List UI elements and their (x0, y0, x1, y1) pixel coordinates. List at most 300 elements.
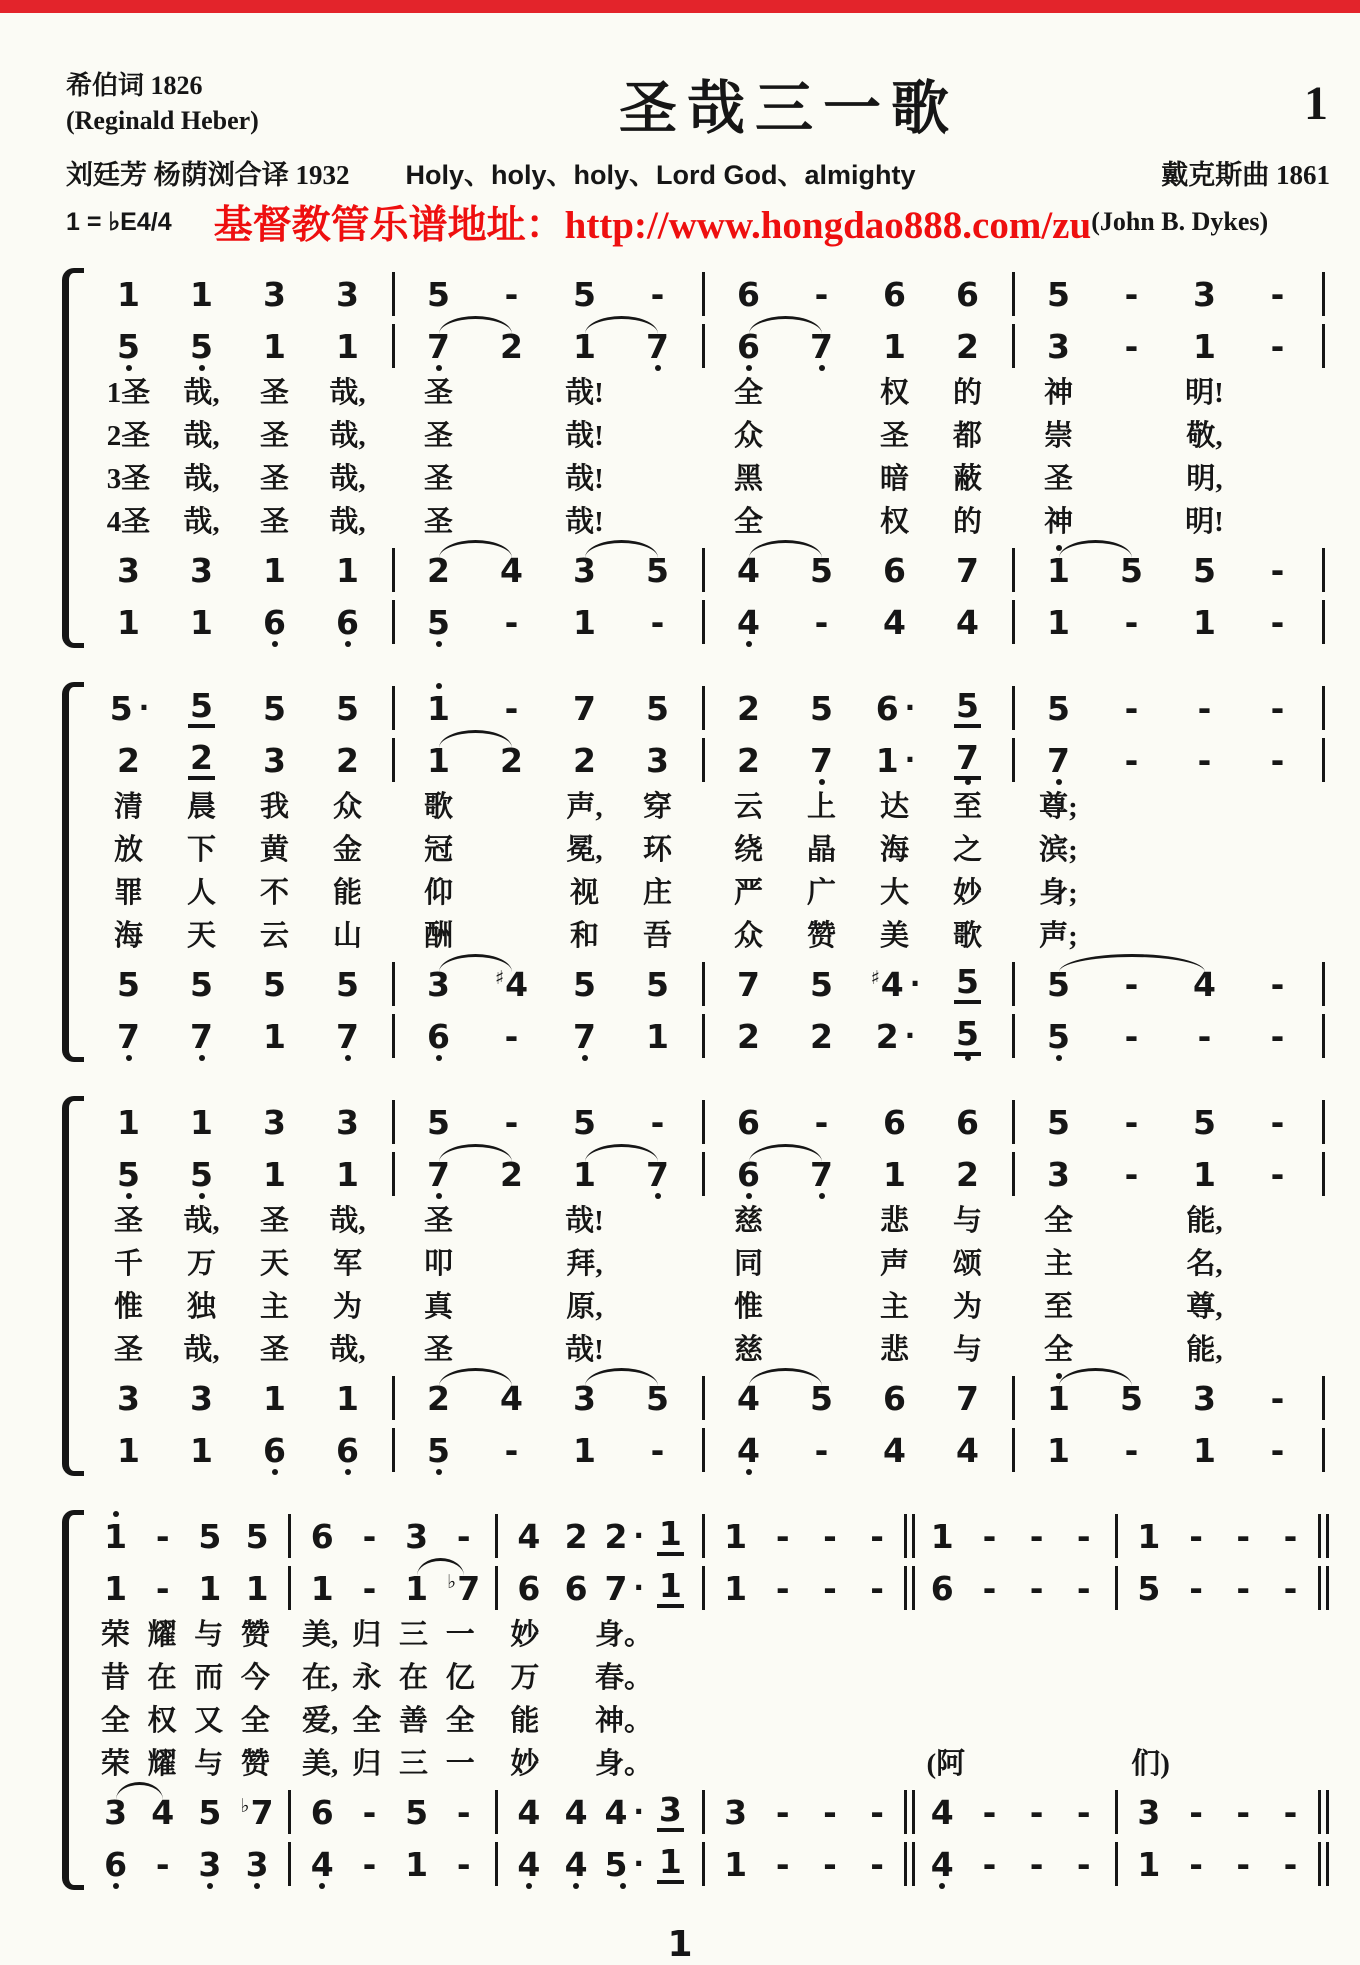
note: - (1189, 1844, 1203, 1884)
lyric-syllable: 赞 (240, 1619, 270, 1651)
octave-dot-low (113, 1883, 119, 1889)
note: - (1124, 688, 1139, 728)
note: 2 (564, 1516, 588, 1556)
augmentation-dot: · (633, 1847, 645, 1880)
barline (384, 682, 402, 734)
lyric-syllable: 歌 (952, 920, 982, 952)
note: - (456, 1792, 471, 1832)
note: - (1124, 326, 1139, 366)
note: 1 (883, 326, 906, 366)
note: 1 (1193, 1430, 1216, 1470)
note: 5 (810, 1378, 833, 1418)
lyric-syllable: 哉, (329, 463, 366, 495)
octave-dot-low (126, 1193, 132, 1199)
note: 4 (500, 1378, 523, 1418)
note: 7 (573, 688, 596, 728)
note: 1 (336, 1154, 359, 1194)
note: 1 (117, 274, 140, 314)
barline (1004, 320, 1022, 372)
octave-dot-low (345, 1469, 351, 1475)
note: 4 (500, 550, 523, 590)
octave-dot-low (526, 1883, 532, 1889)
note: 6 (737, 1102, 760, 1142)
barline (384, 958, 402, 1010)
lyric-syllable: 暗 (879, 463, 909, 495)
lyric-syllable: 的 (952, 506, 982, 538)
lyric-syllable: 海 (113, 920, 143, 952)
note: 1 (1022, 1372, 1095, 1424)
octave-dot-low (655, 1193, 661, 1199)
lyric-syllable: 声 (879, 1248, 909, 1280)
note: - (1283, 1516, 1298, 1556)
lyric-syllable: 悲 (879, 1334, 909, 1366)
composer-name-en: (John B. Dykes) (1091, 207, 1269, 236)
voice-row-soprano (92, 268, 1332, 320)
lyric-syllable: 全 (240, 1705, 270, 1737)
translator-line: 刘廷芳 杨荫浏合译 1932 (66, 160, 350, 190)
barline (1314, 958, 1332, 1010)
lyric-syllable: 悲 (879, 1205, 909, 1237)
note: - (982, 1568, 997, 1608)
lyric-syllable: 与 (194, 1619, 224, 1651)
note: 2 (336, 740, 359, 780)
note: 6 (238, 1424, 311, 1476)
note: 6 (311, 596, 384, 648)
lyric-syllable: 赞 (806, 920, 836, 952)
note: 5 (1193, 1102, 1216, 1142)
system-body (92, 1510, 1332, 1890)
note: 3 (263, 740, 286, 780)
note: 7 (737, 964, 760, 1004)
note: 5 (931, 682, 1004, 734)
note: 4 (930, 1792, 954, 1832)
lyric-syllable: 人 (186, 877, 216, 909)
note: 2 (402, 1372, 475, 1424)
lyric-syllable: 尊, (1186, 1291, 1223, 1323)
note: 5 (1120, 550, 1143, 590)
note: 1 (647, 1510, 694, 1562)
lyric-syllable: 天 (259, 1248, 289, 1280)
note: - (1270, 326, 1285, 366)
note: 6 (883, 274, 906, 314)
note: 3 (263, 274, 286, 314)
lyric-syllable: 至 (952, 791, 982, 823)
note: 3 (1193, 1378, 1216, 1418)
lyric-syllable: 三 (399, 1619, 429, 1651)
voice-row-alto (92, 320, 1332, 372)
note: - (870, 1568, 884, 1608)
octave-dot-low (573, 1883, 579, 1889)
note: 4 (517, 1516, 541, 1556)
barline (1314, 596, 1332, 648)
key-signature: 1 = ♭E4/4 (66, 208, 172, 236)
note: 1 (1137, 1516, 1161, 1556)
note: 1 (1047, 1430, 1070, 1470)
note: 4 (883, 1430, 906, 1470)
note: 6 (956, 1102, 979, 1142)
note: 6 (712, 1148, 785, 1200)
note: 1 (117, 1430, 140, 1470)
lyric-syllable: 和 (569, 920, 599, 952)
lyric-syllable: 一 (445, 1619, 475, 1651)
augmentation-dot: · (633, 1795, 645, 1828)
note: 5 (165, 320, 238, 372)
system-bracket (62, 682, 84, 1062)
note: 4 · (604, 1792, 645, 1832)
note: 1 (1193, 1154, 1216, 1194)
lyric-syllable: 众 (733, 420, 763, 452)
note: ♯4 · (870, 964, 921, 1004)
lyric-syllable: 哉, (183, 1334, 220, 1366)
octave-dot-low (746, 1469, 752, 1475)
lyric-syllable: 爱, (301, 1705, 339, 1737)
note: - (1283, 1568, 1298, 1608)
barline (487, 1562, 505, 1614)
lyric-syllable: 今 (240, 1662, 270, 1694)
lyric-syllable: 庄 (642, 877, 672, 909)
note: 1 (245, 1568, 269, 1608)
note: 1 (190, 602, 213, 642)
note: - (775, 1792, 790, 1832)
octave-dot-low (746, 1193, 752, 1199)
note: - (650, 1102, 665, 1142)
note: 3 (263, 1102, 286, 1142)
note: 5 (1137, 1568, 1161, 1608)
note: - (362, 1516, 377, 1556)
lyric-syllable: 美, (301, 1619, 339, 1651)
note: 2 (117, 740, 140, 780)
lyric-syllable: 哉, (329, 1205, 366, 1237)
voice-row-tenor (92, 1372, 1332, 1424)
note: 1 (190, 274, 213, 314)
double-barline (901, 1838, 919, 1890)
note: 1 (1193, 602, 1216, 642)
note: - (1189, 1516, 1203, 1556)
lyric-syllable: 哉, (183, 377, 220, 409)
octave-dot-low (819, 779, 825, 785)
music-system-2 (0, 682, 1360, 1062)
lyric-syllable: 圣 (113, 1205, 143, 1237)
lyrics-line-2 (92, 1243, 1332, 1286)
note: - (823, 1568, 837, 1608)
note: 4 (712, 1424, 785, 1476)
lyric-syllable: 穿 (642, 791, 672, 823)
note: - (362, 1792, 377, 1832)
lyric-syllable: 圣 (113, 1334, 143, 1366)
voice-row-soprano (92, 1096, 1332, 1148)
note: 2 (500, 1154, 523, 1194)
lyric-syllable: 慈 (733, 1205, 763, 1237)
note: - (870, 1792, 884, 1832)
lyric-syllable: 全 (1043, 1205, 1073, 1237)
lyric-syllable: 而 (194, 1662, 224, 1694)
note: 4 (956, 602, 979, 642)
octave-dot-low (746, 641, 752, 647)
lyric-syllable: 歌 (423, 791, 453, 823)
voice-row-bass (92, 596, 1332, 648)
note: 4 (712, 1372, 785, 1424)
lyric-syllable: 圣 (423, 1205, 453, 1237)
note: 1 (117, 1102, 140, 1142)
lyric-syllable: 达 (879, 791, 909, 823)
lyric-syllable: 哉! (565, 463, 604, 495)
note: 1 (190, 1102, 213, 1142)
barline (1004, 596, 1022, 648)
note: 3 (117, 1378, 140, 1418)
note: 5 (92, 320, 165, 372)
double-barline (1314, 1786, 1332, 1838)
barline (384, 268, 402, 320)
note: 7 (311, 1010, 384, 1062)
note: 3 (336, 1102, 359, 1142)
lyric-syllable: 圣 (259, 1205, 289, 1237)
lyric-syllable: 哉, (183, 1205, 220, 1237)
note: 1 (724, 1844, 748, 1884)
lyric-syllable: 上 (806, 791, 836, 823)
note: - (1124, 1154, 1139, 1194)
lyric-syllable: 哉, (183, 420, 220, 452)
octave-dot-low (199, 365, 205, 371)
lyric-syllable: 我 (259, 791, 289, 823)
system-bracket (62, 268, 84, 648)
note: 5 (402, 596, 475, 648)
note: - (982, 1844, 997, 1884)
note: - (1029, 1792, 1044, 1832)
note: 1 (724, 1568, 748, 1608)
note: 4 (505, 1838, 552, 1890)
barline (1314, 1096, 1332, 1148)
lyric-syllable: 妙 (510, 1619, 540, 1651)
note: - (1029, 1516, 1044, 1556)
note: - (775, 1568, 790, 1608)
note: 1 (646, 1016, 669, 1056)
note: 1 (190, 1430, 213, 1470)
note: - (1124, 1102, 1139, 1142)
note: - (1076, 1568, 1091, 1608)
lyric-syllable: 拜, (566, 1248, 603, 1280)
octave-dot-low (199, 1055, 205, 1061)
barline (1004, 1010, 1022, 1062)
note: 1 (402, 682, 475, 734)
barline (1107, 1562, 1125, 1614)
lyricist-block (66, 68, 386, 138)
voice-row-tenor (92, 958, 1332, 1010)
voice-row-alto (92, 734, 1332, 786)
note: 4 (517, 1792, 541, 1832)
octave-dot-high (1056, 545, 1062, 551)
note: - (1270, 274, 1285, 314)
lyric-syllable: 身。 (594, 1748, 653, 1780)
note: 4 (919, 1838, 966, 1890)
note: 1 (548, 320, 621, 372)
lyric-syllable: 荣 (100, 1619, 130, 1651)
octave-dot-low (939, 1883, 945, 1889)
lyric-syllable: 全 (733, 506, 763, 538)
note: 6 (238, 596, 311, 648)
barline (694, 1562, 712, 1614)
note: 5 (810, 964, 833, 1004)
double-barline (1314, 1838, 1332, 1890)
voice-row-bass (92, 1010, 1332, 1062)
octave-dot-low (345, 641, 351, 647)
lyric-syllable: 大 (879, 877, 909, 909)
barline (487, 1510, 505, 1562)
note: 5 (245, 1516, 269, 1556)
note: 3 (724, 1792, 748, 1832)
lyric-syllable: 声, (566, 791, 603, 823)
lyric-syllable: 神。 (594, 1705, 653, 1737)
voice-row-tenor (92, 544, 1332, 596)
lyric-syllable: 哉! (565, 377, 604, 409)
note: 7 (785, 320, 858, 372)
note: 7 (621, 320, 694, 372)
note: 5 (573, 1102, 596, 1142)
note: 6 (310, 1516, 334, 1556)
note: - (1283, 1844, 1298, 1884)
note: 2 · (875, 1016, 916, 1056)
note: 1 (263, 1016, 286, 1056)
barline (384, 596, 402, 648)
note: 1 (573, 602, 596, 642)
barline (384, 544, 402, 596)
note: 1 (1022, 544, 1095, 596)
note: 7 (165, 1010, 238, 1062)
composer-line: 戴克斯曲 1861 (1161, 160, 1330, 190)
lyric-syllable: 下 (186, 834, 216, 866)
lyric-syllable: 放 (113, 834, 143, 866)
system-body (92, 268, 1332, 648)
lyric-syllable: 4圣 (106, 506, 151, 538)
note: - (504, 1016, 519, 1056)
note: 5 (646, 1378, 669, 1418)
note: - (823, 1844, 837, 1884)
lyric-syllable: 神 (1043, 377, 1073, 409)
note: - (1076, 1844, 1091, 1884)
lyric-syllable: 在 (147, 1662, 177, 1694)
note: 1 (336, 1378, 359, 1418)
lyric-syllable: 耀 (147, 1748, 177, 1780)
note: - (504, 1102, 519, 1142)
barline (384, 1096, 402, 1148)
note: 5 (931, 958, 1004, 1010)
system-bracket (62, 1510, 84, 1890)
lyrics-line-4 (92, 915, 1332, 958)
note: 2 (737, 688, 760, 728)
lyric-syllable: 云 (733, 791, 763, 823)
lyric-syllable: 全 (100, 1705, 130, 1737)
credits-row (0, 153, 1360, 192)
note: 5 (1120, 1378, 1143, 1418)
lyric-syllable: 为 (952, 1291, 982, 1323)
lyric-syllable: 荣 (100, 1748, 130, 1780)
note: - (155, 1516, 170, 1556)
note: - (1124, 602, 1139, 642)
octave-dot-low (436, 1193, 442, 1199)
octave-dot-low (582, 1055, 588, 1061)
barline (1004, 1372, 1022, 1424)
note: - (1076, 1516, 1091, 1556)
lyric-syllable: 耀 (147, 1619, 177, 1651)
octave-dot-high (113, 1511, 119, 1517)
note: 5 (1022, 1010, 1095, 1062)
barline (694, 682, 712, 734)
lyric-syllable: 颂 (952, 1248, 982, 1280)
note: 3 (186, 1838, 233, 1890)
note: 3 (190, 550, 213, 590)
note: 3 (117, 550, 140, 590)
lyric-syllable: 同 (733, 1248, 763, 1280)
system-body (92, 1096, 1332, 1476)
octave-dot-low (620, 1883, 626, 1889)
lyric-syllable: 黑 (733, 463, 763, 495)
note: - (1270, 688, 1285, 728)
note: 1 (263, 1154, 286, 1194)
barline (694, 1786, 712, 1838)
note: 7 (621, 1148, 694, 1200)
barline (1314, 682, 1332, 734)
lyric-syllable: 哉, (329, 506, 366, 538)
lyric-syllable: 妙 (952, 877, 982, 909)
note: 4 (712, 544, 785, 596)
barline (1314, 734, 1332, 786)
note: 1 (647, 1838, 694, 1890)
lyric-syllable: 神 (1043, 506, 1073, 538)
note: 6 (564, 1568, 588, 1608)
lyrics-line-3 (92, 872, 1332, 915)
note: - (504, 1430, 519, 1470)
note: ♯4 (494, 964, 529, 1004)
lyric-syllable: 山 (332, 920, 362, 952)
lyric-syllable: 能 (510, 1705, 540, 1737)
note: 5 (427, 1102, 450, 1142)
lyric-syllable: 圣 (259, 420, 289, 452)
barline (384, 1148, 402, 1200)
lyric-syllable: 昔 (100, 1662, 130, 1694)
note: - (155, 1844, 170, 1884)
lyric-syllable: 蔽 (952, 463, 982, 495)
barline (1107, 1510, 1125, 1562)
lyric-syllable: 全 (445, 1705, 475, 1737)
barline (384, 1010, 402, 1062)
lyric-syllable: 三 (399, 1748, 429, 1780)
note: 7 (92, 1010, 165, 1062)
note: 3 (548, 544, 621, 596)
note: - (814, 602, 829, 642)
note: 1 · (875, 740, 916, 780)
augmentation-dot: · (904, 743, 916, 776)
note: 7 (548, 1010, 621, 1062)
english-title: Holy、holy、holy、Lord God、almighty (405, 160, 916, 190)
lyric-syllable: 圣 (259, 1334, 289, 1366)
lyric-syllable: 又 (194, 1705, 224, 1737)
octave-dot-low (965, 779, 971, 785)
note: 1 (263, 550, 286, 590)
lyric-syllable: 春。 (594, 1662, 653, 1694)
lyric-syllable: 身。 (594, 1619, 653, 1651)
double-barline (901, 1562, 919, 1614)
note: 1 (548, 1148, 621, 1200)
lyric-syllable: 1圣 (106, 377, 151, 409)
note: 1 (405, 1844, 429, 1884)
lyric-syllable: 哉, (329, 377, 366, 409)
lyric-syllable: 与 (952, 1205, 982, 1237)
note: 6 (402, 1010, 475, 1062)
voice-row-bass (92, 1838, 1332, 1890)
note: 6 (956, 274, 979, 314)
barline (1107, 1786, 1125, 1838)
note: 5 (573, 964, 596, 1004)
lyric-syllable: 清 (113, 791, 143, 823)
